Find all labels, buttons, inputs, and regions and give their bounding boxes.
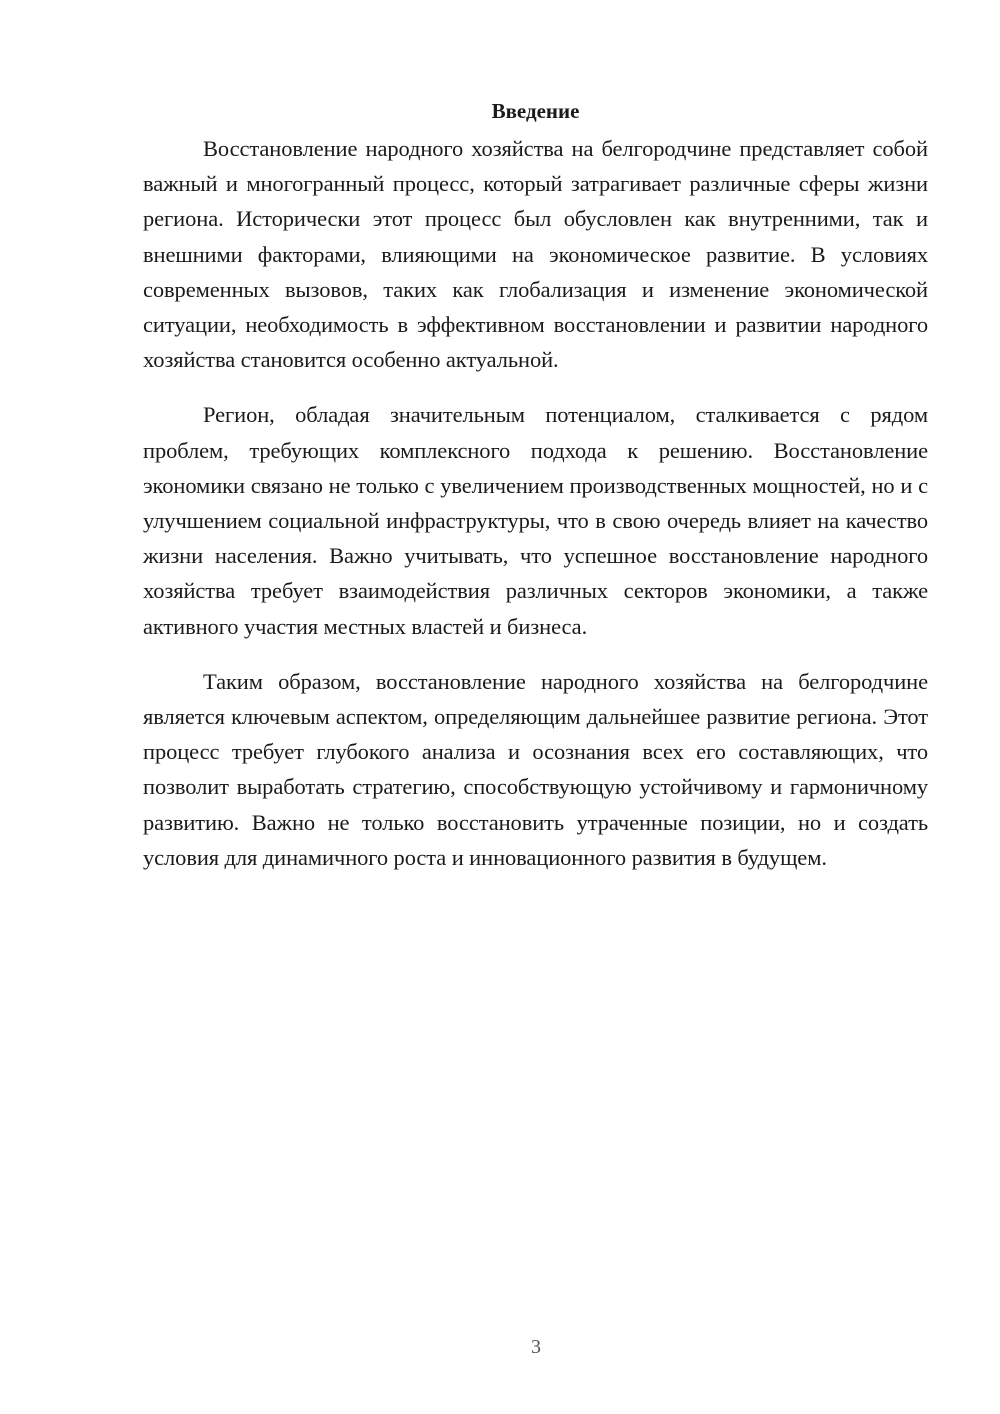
page-title: Введение [491, 99, 580, 123]
paragraph-1: Восстановление народного хозяйства на белгородчине представляет собой важный и многогранный процесс, который затрагивает различные сферы жизни региона. Исторически этот процесс был обусловлен как внутренними, так и внешними факторами, влияющими на экономическое развитие. В условиях современных вызовов, таких как глобализация и изменение экономической ситуации, необходимость в эффективном восстановлении и развитии народного хозяйства становится особенно актуальной. [143, 136, 928, 373]
document-body [143, 96, 928, 895]
paragraph-2: Регион, обладая значительным потенциалом, сталкивается с рядом проблем, требующих комплексного подхода к решению. Восстановление экономики связано не только с увеличением производственных мощностей, но и с улучшением социальной инфраструктуры, что в свою очередь влияет на качество жизни населения. Важно учитывать, что успешное восстановление народного хозяйства требует взаимодействия различных секторов экономики, а также активного участия местных властей и бизнеса. [143, 402, 928, 639]
page-number: 3 [531, 1336, 541, 1358]
paragraph-3: Таким образом, восстановление народного хозяйства на белгородчине является ключевым аспектом, определяющим дальнейшее развитие региона. Этот процесс требует глубокого анализа и осознания всех его составляющих, что позволит выработать стратегию, способствующую устойчивому и гармоничному развитию. Важно не только восстановить утраченные позиции, но и создать условия для динамичного роста и инновационного развития в будущем. [143, 668, 928, 870]
